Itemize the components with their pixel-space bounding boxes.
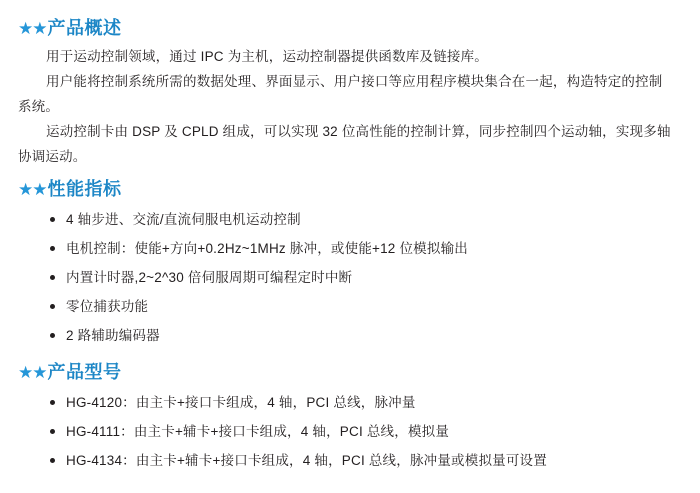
bullet-icon: [50, 400, 55, 405]
list-item: [66, 292, 682, 321]
section-heading-label: 性能指标: [47, 179, 122, 199]
list-item-label: 零位捕获功能: [66, 299, 149, 314]
list-item-label: 4 轴步进、交流/直流伺服电机运动控制: [66, 212, 301, 227]
list-item: [66, 205, 682, 234]
section-heading: [18, 358, 682, 384]
bullet-icon: [50, 429, 55, 434]
paragraph: 用于运动控制领域，通过 IPC 为主机，运动控制器提供函数库及链接库。: [46, 49, 489, 64]
section-heading-label: 产品型号: [47, 362, 122, 382]
list-item-label: HG-4111：由主卡+辅卡+接口卡组成，4 轴，PCI 总线，模拟量: [66, 424, 450, 439]
bullet-icon: [50, 458, 55, 463]
list-item-label: HG-4120：由主卡+接口卡组成，4 轴，PCI 总线，脉冲量: [66, 395, 416, 410]
star-icon: ★★: [18, 18, 47, 38]
list-item: [66, 388, 682, 417]
section-performance-specs: [18, 175, 682, 350]
list-item: [66, 446, 682, 475]
paragraph: 用户能将控制系统所需的数据处理、界面显示、用户接口等应用程序模块集合在一起，构造特定的控制系统。: [18, 74, 663, 114]
list-item-label: 2 路辅助编码器: [66, 328, 160, 343]
list-item: [66, 234, 682, 263]
list-item: [66, 321, 682, 350]
section-heading-label: 产品概述: [47, 18, 122, 38]
star-icon: ★★: [18, 362, 47, 382]
bullet-icon: [50, 246, 55, 251]
bullet-icon: [50, 304, 55, 309]
section-product-models: [18, 358, 682, 475]
section-heading: [18, 175, 682, 201]
paragraph-group: [18, 44, 682, 169]
list-item: [66, 417, 682, 446]
spec-list: [18, 205, 682, 350]
bullet-icon: [50, 275, 55, 280]
star-icon: ★★: [18, 179, 47, 199]
section-heading: [18, 14, 682, 40]
section-product-overview: [18, 14, 682, 169]
paragraph: 运动控制卡由 DSP 及 CPLD 组成，可以实现 32 位高性能的控制计算，同步控制四个运动轴，实现多轴协调运动。: [18, 124, 671, 164]
bullet-icon: [50, 333, 55, 338]
list-item-label: 电机控制：使能+方向+0.2Hz~1MHz 脉冲，或使能+12 位模拟输出: [66, 241, 468, 256]
list-item-label: HG-4134：由主卡+辅卡+接口卡组成，4 轴，PCI 总线，脉冲量或模拟量可设置: [66, 453, 547, 468]
list-item-label: 内置计时器,2~2^30 倍伺服周期可编程定时中断: [66, 270, 353, 285]
list-item: [66, 263, 682, 292]
bullet-icon: [50, 217, 55, 222]
model-list: [18, 388, 682, 475]
